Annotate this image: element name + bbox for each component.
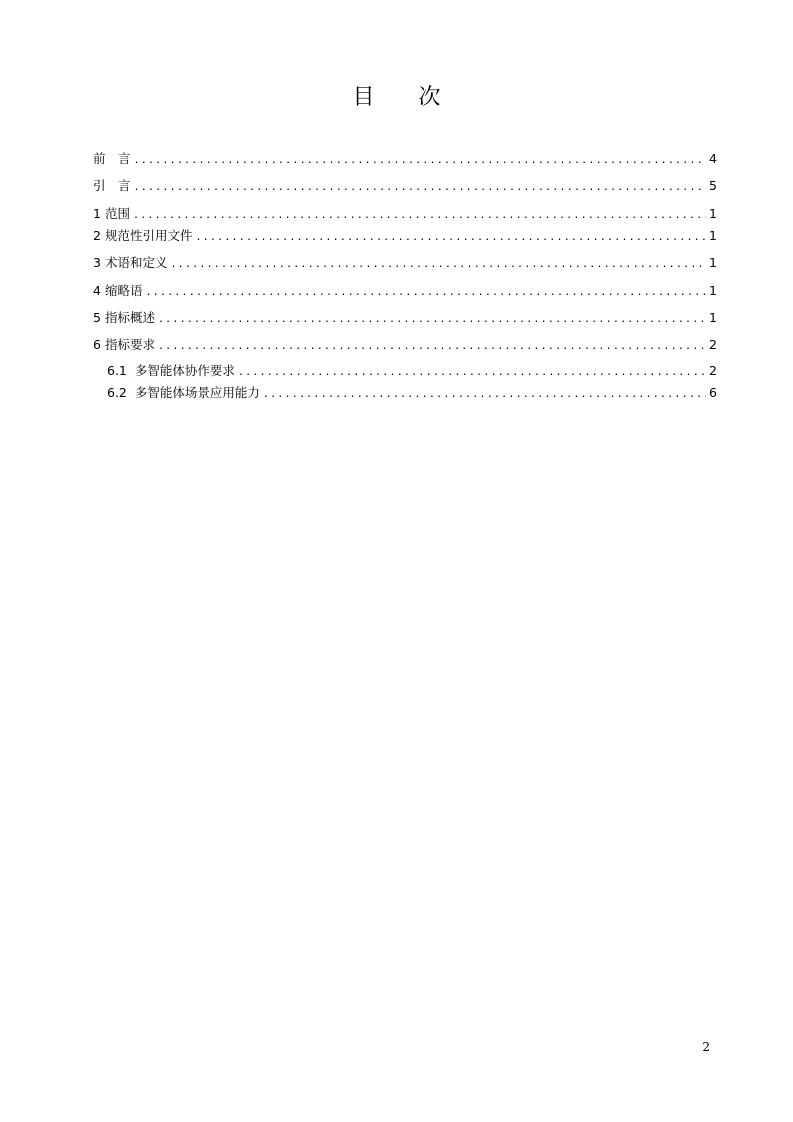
toc-entry-terms-definitions[interactable]	[93, 254, 717, 272]
toc-entry-label: 引 言	[93, 178, 131, 193]
toc-entry-number: 4	[93, 283, 101, 298]
toc-entry-number: 6	[93, 337, 101, 352]
toc-entry-label: 范围	[104, 206, 130, 221]
toc-entry-label: 指标概述	[104, 310, 155, 325]
toc-entry-indicator-requirements[interactable]	[93, 336, 717, 354]
toc-entry-page: 1	[709, 206, 717, 221]
dot-leader	[170, 256, 706, 274]
toc-entry-scope[interactable]	[93, 205, 717, 223]
toc-entry-page: 6	[709, 385, 717, 400]
toc-entry-number: 3	[93, 255, 101, 270]
dot-leader	[158, 311, 706, 329]
toc-entry-page: 1	[709, 228, 717, 243]
dot-leader	[158, 338, 706, 356]
toc-entry-number: 1	[93, 206, 101, 221]
toc-entry-page: 1	[709, 283, 717, 298]
dot-leader	[134, 179, 707, 197]
toc-entry-label: 多智能体协作要求	[134, 363, 235, 378]
toc-entry-introduction[interactable]	[93, 177, 717, 195]
toc-entry-label: 缩略语	[104, 283, 143, 298]
dot-leader	[134, 152, 707, 170]
toc-entry-page: 1	[709, 310, 717, 325]
toc-entry-label: 前 言	[93, 151, 131, 166]
dot-leader	[145, 284, 706, 302]
toc-entry-label: 术语和定义	[104, 255, 168, 270]
toc-entry-label: 多智能体场景应用能力	[134, 385, 260, 400]
page-title: 目 次	[352, 85, 441, 110]
dot-leader	[238, 364, 706, 382]
toc-entry-page: 1	[709, 255, 717, 270]
dot-leader	[133, 207, 706, 225]
dot-leader	[263, 386, 706, 404]
toc-entry-page: 4	[709, 151, 717, 166]
toc-entry-multi-agent-collaboration[interactable]	[107, 362, 717, 380]
toc-entry-number: 2	[93, 228, 101, 243]
toc-entry-number: 5	[93, 310, 101, 325]
toc-entry-number: 6.1	[107, 363, 127, 378]
toc-entry-abbreviations[interactable]	[93, 282, 717, 300]
toc-entry-page: 2	[709, 337, 717, 352]
toc-entry-page: 2	[709, 363, 717, 378]
toc-entry-multi-agent-scenario[interactable]	[107, 384, 717, 402]
toc-entry-foreword[interactable]	[93, 150, 717, 168]
toc-entry-label: 规范性引用文件	[104, 228, 193, 243]
toc-entry-number: 6.2	[107, 385, 127, 400]
toc-entry-label: 指标要求	[104, 337, 155, 352]
toc-entry-indicator-overview[interactable]	[93, 309, 717, 327]
page-number: 2	[702, 1040, 710, 1054]
toc-entry-page: 5	[709, 178, 717, 193]
dot-leader	[195, 229, 706, 247]
toc-entry-normative-references[interactable]	[93, 227, 717, 245]
